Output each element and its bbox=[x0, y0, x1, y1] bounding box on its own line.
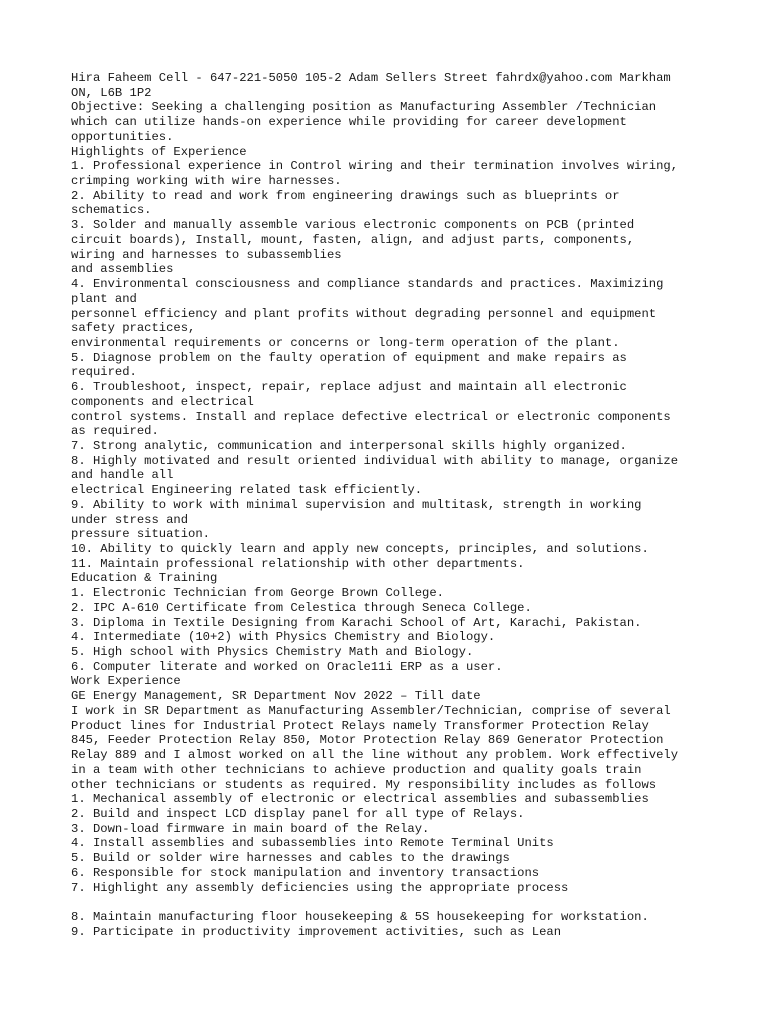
text-line: circuit boards), Install, mount, fasten, align, and adjust parts, components, bbox=[71, 232, 635, 247]
text-line: 10. Ability to quickly learn and apply new concepts, principles, and solutions. bbox=[71, 542, 649, 556]
text-line: 7. Strong analytic, communication and interpersonal skills highly organized. bbox=[71, 438, 627, 453]
text-line: schematics. bbox=[71, 203, 152, 218]
text-line: crimping working with wire harnesses. bbox=[71, 174, 342, 189]
text-line: 6. Troubleshoot, inspect, repair, replace adjust and maintain all electronic bbox=[71, 380, 627, 395]
text-line: other technicians or students as required. My responsibility includes as follows bbox=[71, 777, 657, 792]
text-line: Product lines for Industrial Protect Relays namely Transformer Protection Relay bbox=[71, 718, 649, 733]
text-line: 845, Feeder Protection Relay 850, Motor Protection Relay 869 Generator Protection bbox=[71, 733, 664, 748]
text-line: in a team with other technicians to achieve production and quality goals train bbox=[71, 762, 642, 777]
text-line: pressure situation. bbox=[71, 527, 210, 542]
text-line: 2. Build and inspect LCD display panel for all type of Relays. bbox=[71, 806, 525, 821]
text-line: Relay 889 and I almost worked on all the line without any problem. Work effectively bbox=[71, 748, 679, 763]
text-line: 5. Diagnose problem on the faulty operation of equipment and make repairs as bbox=[71, 350, 627, 365]
text-line: and handle all bbox=[71, 468, 174, 483]
text-line: GE Energy Management, SR Department Nov 2022 – Till date bbox=[71, 689, 481, 704]
text-line: as required. bbox=[71, 424, 159, 439]
text-line: 2. Ability to read and work from engineering drawings such as blueprints or bbox=[71, 188, 620, 203]
text-line: 5. High school with Physics Chemistry Math and Biology. bbox=[71, 645, 474, 660]
text-line: 1. Professional experience in Control wiring and their termination involves wiring, bbox=[71, 159, 679, 174]
text-line: wiring and harnesses to subassemblies bbox=[71, 247, 342, 262]
text-line: control systems. Install and replace defective electrical or electronic components bbox=[71, 409, 671, 424]
text-line: 5. Build or solder wire harnesses and cables to the drawings bbox=[71, 851, 510, 866]
text-line: 4. Intermediate (10+2) with Physics Chemistry and Biology. bbox=[71, 630, 496, 645]
text-line: 1. Mechanical assembly of electronic or electrical assemblies and subassemblies bbox=[71, 792, 649, 807]
text-line: Education & Training bbox=[71, 571, 218, 586]
text-line: 6. Computer literate and worked on Oracle11i ERP as a user. bbox=[71, 659, 503, 674]
text-line: ON, L6B 1P2 bbox=[71, 85, 152, 100]
text-line: under stress and bbox=[71, 512, 189, 527]
text-line: I work in SR Department as Manufacturing Assembler/Technician, comprise of several bbox=[71, 703, 671, 718]
text-line: and assemblies bbox=[71, 262, 174, 277]
resume-text bbox=[71, 71, 718, 939]
text-line: 3. Down-load firmware in main board of the Relay. bbox=[71, 821, 430, 836]
text-line: 3. Solder and manually assemble various electronic components on PCB (printed bbox=[71, 218, 635, 233]
text-line: Highlights of Experience bbox=[71, 144, 247, 159]
text-line: 11. Maintain professional relationship with other departments. bbox=[71, 556, 525, 571]
text-line: environmental requirements or concerns or long-term operation of the plant. bbox=[71, 335, 620, 350]
text-line: 1. Electronic Technician from George Brown College. bbox=[71, 586, 444, 601]
text-line: Work Experience bbox=[71, 674, 181, 689]
text-line: 9. Ability to work with minimal supervision and multitask, strength in working bbox=[71, 497, 642, 512]
blank-line bbox=[71, 895, 718, 910]
text-line: 4. Environmental consciousness and compliance standards and practices. Maximizing bbox=[71, 277, 664, 292]
text-line: components and electrical bbox=[71, 394, 254, 409]
text-line: electrical Engineering related task efficiently. bbox=[71, 483, 423, 498]
text-line: 2. IPC A-610 Certificate from Celestica through Seneca College. bbox=[71, 600, 532, 615]
text-line: 8. Highly motivated and result oriented individual with ability to manage, organize bbox=[71, 453, 679, 468]
text-line: personnel efficiency and plant profits without degrading personnel and equipment bbox=[71, 306, 657, 321]
text-line: plant and bbox=[71, 291, 137, 306]
text-line: 3. Diploma in Textile Designing from Karachi School of Art, Karachi, Pakistan. bbox=[71, 615, 642, 630]
text-line: opportunities. bbox=[71, 129, 174, 144]
text-line: 4. Install assemblies and subassemblies into Remote Terminal Units bbox=[71, 836, 554, 851]
text-line: required. bbox=[71, 365, 137, 380]
text-line: 9. Participate in productivity improvement activities, such as Lean bbox=[71, 924, 562, 939]
text-line: 6. Responsible for stock manipulation and inventory transactions bbox=[71, 865, 540, 880]
text-line: Hira Faheem Cell - 647-221-5050 105-2 Adam Sellers Street fahrdx@yahoo.com Markham bbox=[71, 71, 671, 85]
text-line: safety practices, bbox=[71, 321, 196, 336]
text-line: Objective: Seeking a challenging position as Manufacturing Assembler /Technician bbox=[71, 100, 657, 115]
text-line: 7. Highlight any assembly deficiencies using the appropriate process bbox=[71, 880, 569, 895]
text-line: 8. Maintain manufacturing floor housekeeping & 5S housekeeping for workstation. bbox=[71, 909, 649, 924]
text-line: which can utilize hands-on experience while providing for career development bbox=[71, 115, 627, 130]
